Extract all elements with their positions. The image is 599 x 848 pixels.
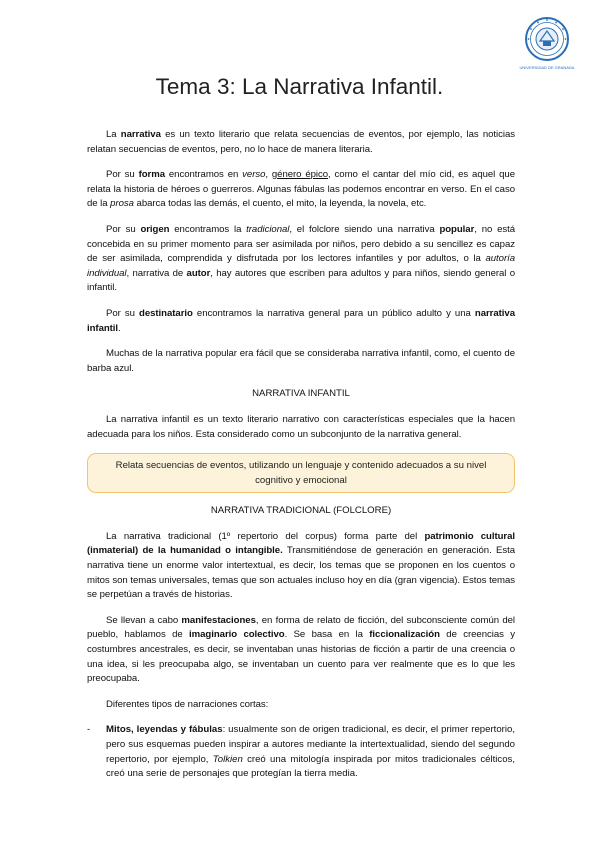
- page-title: Tema 3: La Narrativa Infantil.: [155, 74, 444, 99]
- document-body: [87, 128, 515, 782]
- paragraph: Diferentes tipos de narraciones cortas:: [106, 698, 269, 710]
- paragraph: Por su destinatario encontramos la narrativa general para un público adulto y una narrativa infantil.: [87, 307, 515, 334]
- paragraph: La narrativa es un texto literario que relata secuencias de eventos, por ejemplo, las noticias relatan secuencias de eventos, pero, no lo hace de manera literaria.: [87, 129, 515, 155]
- list: [87, 723, 515, 781]
- highlight-box: Relata secuencias de eventos, utilizando un lenguaje y contenido adecuados a su nivel cognitivo y emocional: [87, 453, 515, 493]
- paragraph: Muchas de la narrativa popular era fácil que se consideraba narrativa infantil, como, el cuento de barba azul.: [87, 348, 515, 374]
- paragraph: La narrativa tradicional (1º repertorio del corpus) forma parte del patrimonio cultural (inmaterial) de la humanidad o intangible. Transmitiéndose de generación en generación. Esta narrativa tiene un enorme valor intertextual, es decir, los temas que se proponen en los cuentos o mitos son temas universales, temas que son actuales incluso hoy en día (gran vigencia). Estos temas se perpetúan a través de historias.: [87, 530, 516, 601]
- paragraph: Por su origen encontramos la tradicional, el folclore siendo una narrativa popular, no está concebida en su primer momento para ser asimilada por niños, pero debido a su sencillez es capaz de ser asimilada, comprendida y disfrutada por los lectores infantiles y por adultos, o la autoría individual, narrativa de autor, hay autores que escriben para adultos y para niños, siendo general o infantil.: [87, 223, 516, 294]
- section-heading: NARRATIVA TRADICIONAL (FOLCLORE): [210, 505, 392, 517]
- paragraph: La narrativa infantil es un texto literario narrativo con características especiales que la hacen adecuada para los niños. Esta considerado como un subconjunto de la narrativa general.: [87, 413, 515, 440]
- section-heading: NARRATIVA INFANTIL: [252, 388, 350, 400]
- dash-bullet: -: [87, 724, 91, 736]
- paragraph: Se llevan a cabo manifestaciones, en forma de relato de ficción, del subconsciente común del pueblo, hablamos de imaginario colectivo. Se basa en la ficcionalización de creencias y costumbres ancestrales, es decir, se inventaban unas historias de ficción a partir de una creencia o una idea, si les preocupaba algo, se inventaban un cuento para ver realmente que es lo que les preocupaba.: [87, 614, 515, 685]
- list-item: - Mitos, leyendas y fábulas: usualmente son de origen tradicional, es decir, el primer repertorio, pero sus esquemas pueden inspirar a autores mediante la intertextualidad, siendo del segundo repertorio, por ejemplo, Tolkien creó una mitología inspirada por mitos tradicionales célticos, creó una serie de personajes que protegían la tierra media.: [87, 724, 515, 780]
- svg-text:UNIVERSIDAD DE GRANADA: UNIVERSIDAD DE GRANADA: [519, 65, 575, 70]
- university-seal-icon: [519, 13, 579, 73]
- paragraph: Por su forma encontramos en verso, género épico, como el cantar del mío cid, es aquel que relata la historia de héroes o guerreros. Algunas fábulas las podemos encontrar en verso. En el caso de la prosa abarca todas las demás, el cuento, el mito, la leyenda, la novela, etc.: [87, 169, 516, 210]
